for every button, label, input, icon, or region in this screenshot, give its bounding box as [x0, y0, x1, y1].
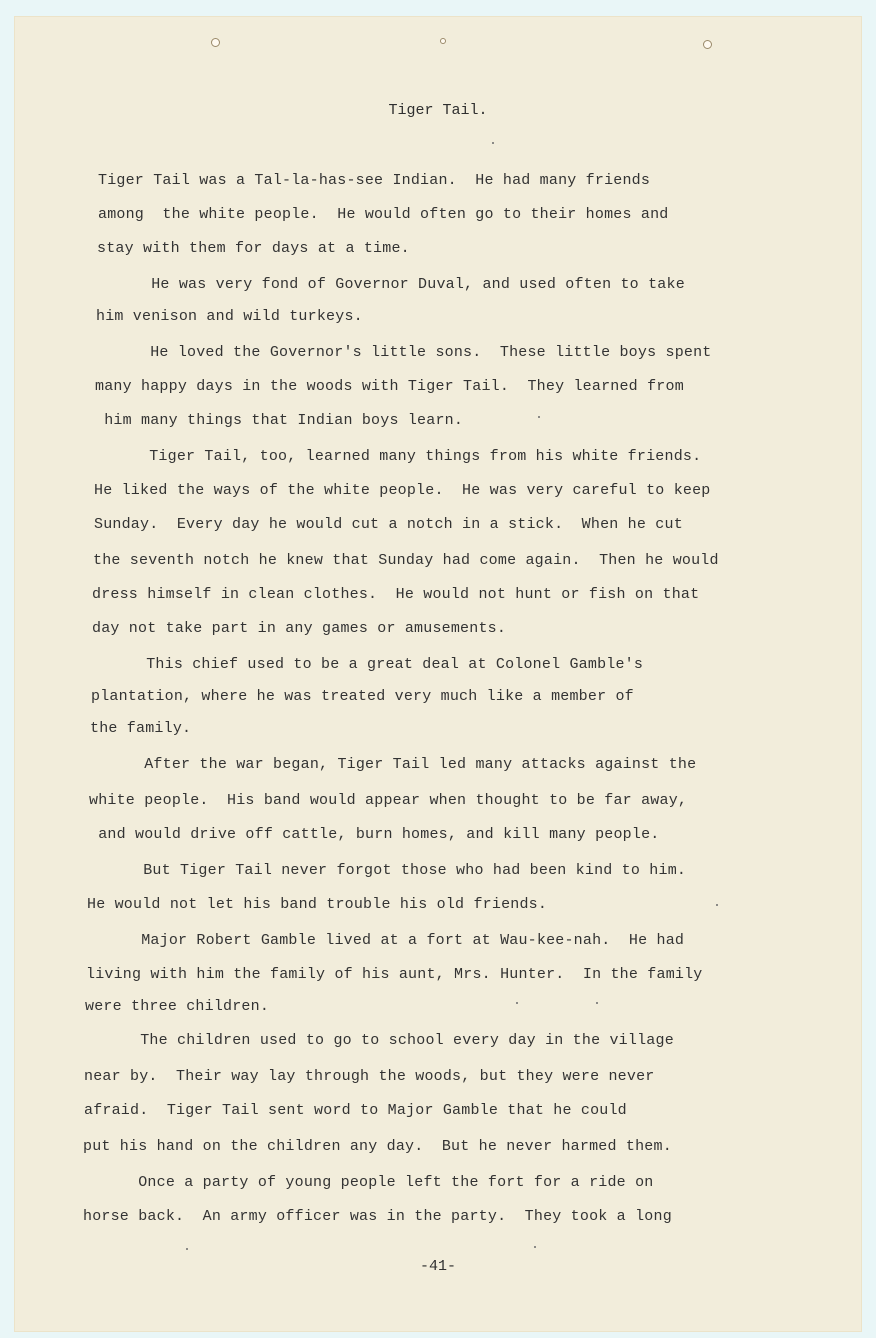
- text-line: He liked the ways of the white people. He was very careful to keep: [94, 482, 711, 499]
- punch-hole: [703, 40, 712, 49]
- text-line: But Tiger Tail never forgot those who had been kind to him.: [88, 862, 687, 879]
- text-line: the seventh notch he knew that Sunday had come again. Then he would: [93, 552, 719, 569]
- text-line: white people. His band would appear when thought to be far away,: [89, 792, 688, 809]
- paper-speck: [492, 142, 494, 144]
- punch-hole: [440, 38, 446, 44]
- text-line: The children used to go to school every day in the village: [85, 1032, 674, 1049]
- text-line: plantation, where he was treated very much like a member of: [91, 688, 634, 705]
- text-line: afraid. Tiger Tail sent word to Major Gamble that he could: [84, 1102, 627, 1119]
- text-line: near by. Their way lay through the woods, but they were never: [84, 1068, 655, 1085]
- text-line: Once a party of young people left the fort for a ride on: [83, 1174, 654, 1191]
- text-line: stay with them for days at a time.: [97, 240, 410, 257]
- paper-speck: [534, 1246, 536, 1248]
- page-title: Tiger Tail.: [388, 102, 488, 119]
- paper-speck: [716, 904, 718, 906]
- text-line: him many things that Indian boys learn.: [95, 412, 464, 429]
- text-line: He was very fond of Governor Duval, and used often to take: [96, 276, 685, 293]
- text-line: He loved the Governor's little sons. These little boys spent: [95, 344, 712, 361]
- text-line: Sunday. Every day he would cut a notch in a stick. When he cut: [94, 516, 683, 533]
- paper-speck: [538, 416, 540, 418]
- text-line: many happy days in the woods with Tiger Tail. They learned from: [95, 378, 684, 395]
- text-line: Tiger Tail was a Tal-la-has-see Indian. He had many friends: [98, 172, 651, 189]
- text-line: living with him the family of his aunt, Mrs. Hunter. In the family: [86, 966, 703, 983]
- text-line: Major Robert Gamble lived at a fort at Wau-kee-nah. He had: [86, 932, 685, 949]
- text-line: This chief used to be a great deal at Colonel Gamble's: [91, 656, 644, 673]
- text-line: and would drive off cattle, burn homes, and kill many people.: [89, 826, 660, 843]
- text-line: him venison and wild turkeys.: [96, 308, 363, 325]
- text-line: were three children.: [85, 998, 270, 1015]
- paper-speck: [186, 1248, 188, 1250]
- text-line: the family.: [90, 720, 192, 737]
- text-line: dress himself in clean clothes. He would not hunt or fish on that: [92, 586, 700, 603]
- text-line: After the war began, Tiger Tail led many attacks against the: [89, 756, 697, 773]
- paper-speck: [596, 1002, 598, 1004]
- punch-hole: [211, 38, 220, 47]
- text-line: Tiger Tail, too, learned many things from his white friends.: [94, 448, 702, 465]
- text-line: horse back. An army officer was in the party. They took a long: [83, 1208, 672, 1225]
- text-line: day not take part in any games or amusements.: [92, 620, 507, 637]
- text-line: among the white people. He would often go to their homes and: [98, 206, 669, 223]
- text-line: put his hand on the children any day. But he never harmed them.: [83, 1138, 672, 1155]
- page-number: -41-: [419, 1258, 456, 1275]
- text-line: He would not let his band trouble his old friends.: [87, 896, 548, 913]
- paper-speck: [516, 1002, 518, 1004]
